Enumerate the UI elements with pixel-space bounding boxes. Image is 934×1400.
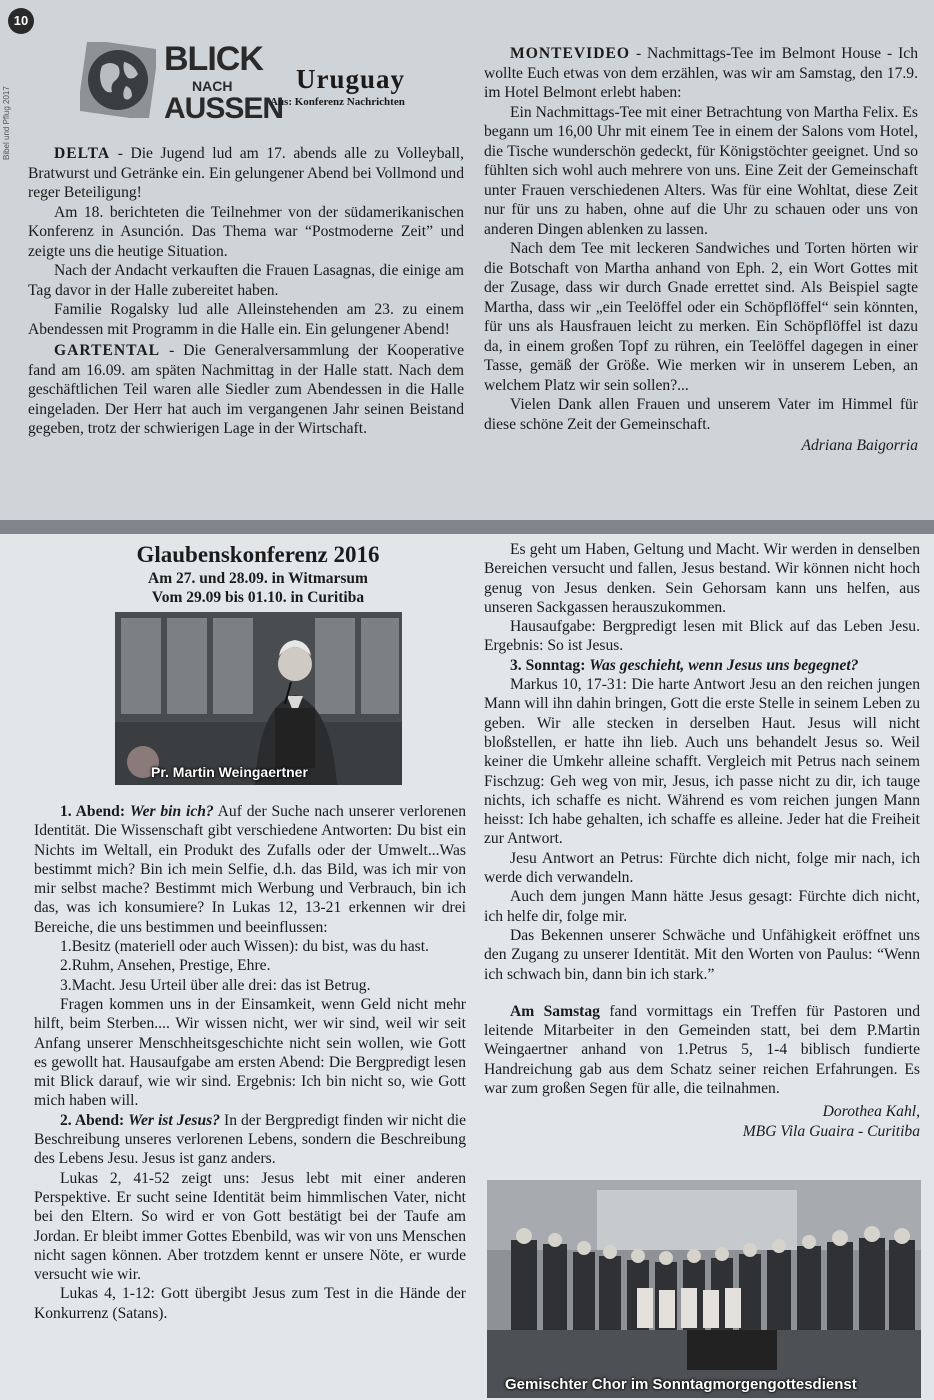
montevideo-paragraph — [484, 44, 918, 103]
right-bottom-column — [484, 540, 920, 1141]
delta-paragraph-3: Nach der Andacht verkauften die Frauen Lasagnas, die einige am Tag davor in der Halle zubereitet haben. — [28, 262, 464, 299]
delta-paragraph-4: Familie Rogalsky lud alle Alleinstehenden am 23. zu einem Abendessen mit Programm in die Halle ein. Ein gelungener Abend! — [28, 301, 464, 338]
right-top-column — [484, 44, 918, 456]
list-item: 3.Macht. Jesu Urteil über alle drei: das ist Betrug. — [60, 976, 371, 994]
gutter-text: Bibel und Pflug 2017 — [2, 86, 11, 160]
samstag-label: Am Samstag — [510, 1002, 600, 1020]
montevideo-paragraph-2: Ein Nachmittags-Tee mit einer Betrachtung von Martha Felix. Es begann um 16,00 Uhr mit einem Tee in einem der Salons vom Hotel, die Tische wunderschön gedeckt, für Königstöchter geeignet. Und so fühlten sich wohl auch mehrere von uns. Eine Zeit der Gemeinschaft unter Frauen verschiedenen Alters. Was für eine Wohltat, diese Zeit nur für uns zu haben, ohne auf die Uhr zu schauen oder uns von anderen Dingen ablenken zu lassen. — [484, 103, 918, 238]
samstag-text: fand vormittags ein Treffen für Pastoren und leitende Mitarbeiter in den Gemeinden statt, bei dem P.Martin Weingaertner anhand von 1.Petrus 5, 1-4 biblisch fundierte Handreichung gab aus dem Schatz seiner reichen Erfahrungen. Es war zum großen Segen für alle, die teilnahmen. — [484, 1002, 920, 1098]
blick-nach-aussen-logo — [68, 36, 284, 125]
montevideo-paragraph-3: Nach dem Tee mit leckeren Sandwiches und Torten hörten wir die Botschaft von Martha anhand von Eph. 2, ein Wort Gottes mit der Zusage, dass wir durch Gnade errettet sind. Als Beispiel sagte Martha, dass wir „ein Teelöffel oder ein Schöpflöffel“ sein könnten, für uns als Hausfrauen leicht zu merken. Ein Schöpflöffel ist dazu da, in einem großen Topf zu rühren, ein Teelöffel dagegen in einer Tasse, gemäß der Größe. Wie merken wir in unserem Leben, an welchem Platz wir sein sollen?... — [484, 240, 918, 394]
sonntag-heading — [484, 656, 920, 675]
speaker-photo-illustration — [115, 612, 402, 785]
abend-2-paragraph — [34, 1111, 466, 1169]
speaker-photo — [115, 612, 402, 785]
abend-1-label: 1. Abend: — [60, 803, 130, 820]
section-source: Aus: Konferenz Nachrichten — [270, 96, 405, 108]
montevideo-paragraph-4: Vielen Dank allen Frauen und unserem Vater im Himmel für diese schöne Zeit der Gemeinschaft. — [484, 396, 918, 433]
abend-2-paragraph-3: Lukas 4, 1-12: Gott übergibt Jesus zum Test in die Hände der Konkurrenz (Satans). — [34, 1285, 466, 1322]
sonntag-paragraph-4: Das Bekennen unserer Schwäche und Unfähigkeit eröffnet uns den Zugang zu unserer Identität. Mit den Worten von Paulus: “Wenn ich schwach bin, dann bin ich stark.” — [484, 926, 920, 983]
speaker-photo-caption: Pr. Martin Weingaertner — [151, 764, 308, 780]
abend-1-text: Auf der Suche nach unserer verlorenen Identität. Die Wissenschaft gibt verschiedene Antworten: Du bist ein Nichts im Weltall, ein Produkt des Zufalls oder der Umwelt...Was bestimmt mich? Bin ich mein Selfie, d.h. das Bild, was ich mir von mir selbst mache? Bestimmt mich Werbung und Verbrauch, bin ich das, was ich konsumiere? In Lukas 12, 13-21 erkennen wir drei Bereiche, die uns bestimmen und beeinflussen: — [34, 803, 466, 936]
sonntag-paragraph-2: Jesu Antwort an Petrus: Fürchte dich nicht, folge mir nach, ich werde dich verwandeln. — [484, 849, 920, 887]
gartental-heading: GARTENTAL — [54, 342, 161, 359]
montevideo-heading: MONTEVIDEO — [510, 45, 631, 62]
sonntag-paragraph-1: Markus 10, 17-31: Die harte Antwort Jesu an den reichen jungen Mann will ihn dahin bringen, Gott die erste Stelle in seinem Leben zu geben. Wir alle stecken in derselben Haut. Jesus will nicht bloßstellen, er hatte ihn lieb. Auch uns behandelt Jesus so. Weil keiner die Umkehr alleine schafft. Vergleich mit Petrus nach seinem Fischzug: Geh weg von mir, Jesus, ich passe nicht zu dir, ich tauge nichts, ich schaffe es nicht. Während es vom reichen jungen Mann heisst: Ich habe gehalten, ich schaffe es alleine. Jeder hat die Freiheit zur Antwort. — [484, 676, 920, 848]
section-title: Uruguay — [296, 64, 406, 94]
top-section — [0, 0, 934, 520]
abend-2-text: In der Bergpredigt finden wir nicht die Beschreibung unseres verlorenen Lebens, sondern die Beschreibung des Lebens Jesu. Jesus ist ganz anders. — [34, 1111, 466, 1168]
list-item: 2.Ruhm, Ansehen, Prestige, Ehre. — [60, 957, 271, 975]
montevideo-text: - Nachmittags-Tee im Belmont House - Ich wollte Euch etwas von dem erzählen, was wir am Samstag, den 17.9. im Hotel Belmont erlebt haben: — [484, 45, 918, 101]
abend-2-question: Wer ist Jesus? — [128, 1111, 221, 1129]
author-signature: Dorothea Kahl, — [822, 1103, 920, 1121]
sonntag-paragraph-3: Auch dem jungen Mann hätte Jesus gesagt: Fürchte dich nicht, ich helfe dir, folge mir. — [484, 888, 920, 925]
sonntag-label: 3. Sonntag: — [510, 656, 590, 674]
delta-heading: DELTA — [54, 145, 111, 162]
logo-line-2: NACH — [192, 78, 233, 94]
logo-line-3: AUSSEN — [164, 92, 284, 125]
delta-text: - Die Jugend lud am 17. abends alle zu Volleyball, Bratwurst und Getränke ein. Ein gelungener Abend bei Vollmond und reger Beteiligung! — [28, 145, 464, 201]
gartental-text: - Die Generalversammlung der Kooperative fand am 16.09. am späten Nachmittag in der Halle statt. Nach dem geschäftlichen Teil waren alle Siedler zum Abendessen in die Halle eingeladen. Der Herr hat auch im vergangenen Jahr seinen Beistand gegeben, trotz der schwierigen Lage in der Wirtschaft. — [28, 342, 464, 437]
delta-paragraph-2: Am 18. berichteten die Teilnehmer von der südamerikanischen Konferenz in Asunción. Das Thema war “Postmoderne Zeit” und zeigte uns die heutige Situation. — [28, 203, 464, 260]
choir-photo-illustration — [487, 1180, 921, 1398]
abend-2-label: 2. Abend: — [60, 1111, 129, 1129]
samstag-paragraph — [484, 1002, 920, 1098]
globe-icon — [80, 42, 156, 118]
section-divider — [0, 520, 934, 534]
author-congregation: MBG Vila Guaira - Curitiba — [742, 1122, 920, 1140]
sonntag-question: Was geschieht, wenn Jesus uns begegnet? — [589, 656, 859, 674]
delta-paragraph — [28, 144, 464, 203]
list-item: 1.Besitz (materiell oder auch Wissen): du bist, was du hast. — [60, 938, 429, 956]
article-title: Glaubenskonferenz 2016 — [136, 542, 380, 567]
montevideo-signature: Adriana Baigorria — [801, 437, 918, 454]
abend-1-paragraph — [34, 802, 466, 937]
abend-1-paragraph-2: Fragen kommen uns in der Einsamkeit, wenn Geld nicht mehr hilft, beim Sterben.... Wir wissen nicht, wer wir sind, weil wir seit Anfang unserer Menschheitsgeschichte nicht sein wollen, wie Gott es gewollt hat. Hausaufgabe am ersten Abend: Die Bergpredigt lesen mit Blick darauf, wie wir sind. Ergebnis: Ich bin nicht so, wie Gott mich haben will. — [34, 995, 466, 1110]
article-subtitle-2: Vom 29.09 bis 01.10. in Curitiba — [151, 589, 365, 606]
article-subtitle-1: Am 27. und 28.09. in Witmarsum — [148, 570, 368, 587]
abend-2-paragraph-2: Lukas 2, 41-52 zeigt uns: Jesus lebt mit einer anderen Perspektive. Er sucht seine Identität beim himmlischen Vater, nicht bei den Eltern. So wird er von Gott bestätigt bei der Taufe am Jordan. Er bleibt immer Gottes Ebenbild, was wir von uns Menschen nicht sagen können. Aber trotzdem kennt er unsere Nöte, er wurde versucht wie wir. — [34, 1169, 466, 1284]
left-top-column — [28, 144, 464, 439]
left-bottom-column — [34, 802, 466, 1323]
right-paragraph-1: Es geht um Haben, Geltung und Macht. Wir werden in denselben Bereichen versucht und fallen, Jesus bestand. Wir können nicht hoch genug von Jesus denken. Sein Gehorsam kann uns helfen, aus unseren Sackgassen herauszukommen. — [484, 541, 920, 616]
gartental-paragraph — [28, 341, 464, 439]
abend-1-question: Wer bin ich? — [129, 803, 214, 820]
page-number: 10 — [8, 8, 34, 34]
logo-line-1: BLICK — [164, 40, 263, 78]
choir-photo — [487, 1180, 921, 1398]
right-paragraph-2: Hausaufgabe: Bergpredigt lesen mit Blick auf das Leben Jesu. Ergebnis: So ist Jesus. — [484, 618, 920, 655]
choir-photo-caption: Gemischter Chor im Sonntagmorgengottesdienst — [505, 1376, 857, 1393]
